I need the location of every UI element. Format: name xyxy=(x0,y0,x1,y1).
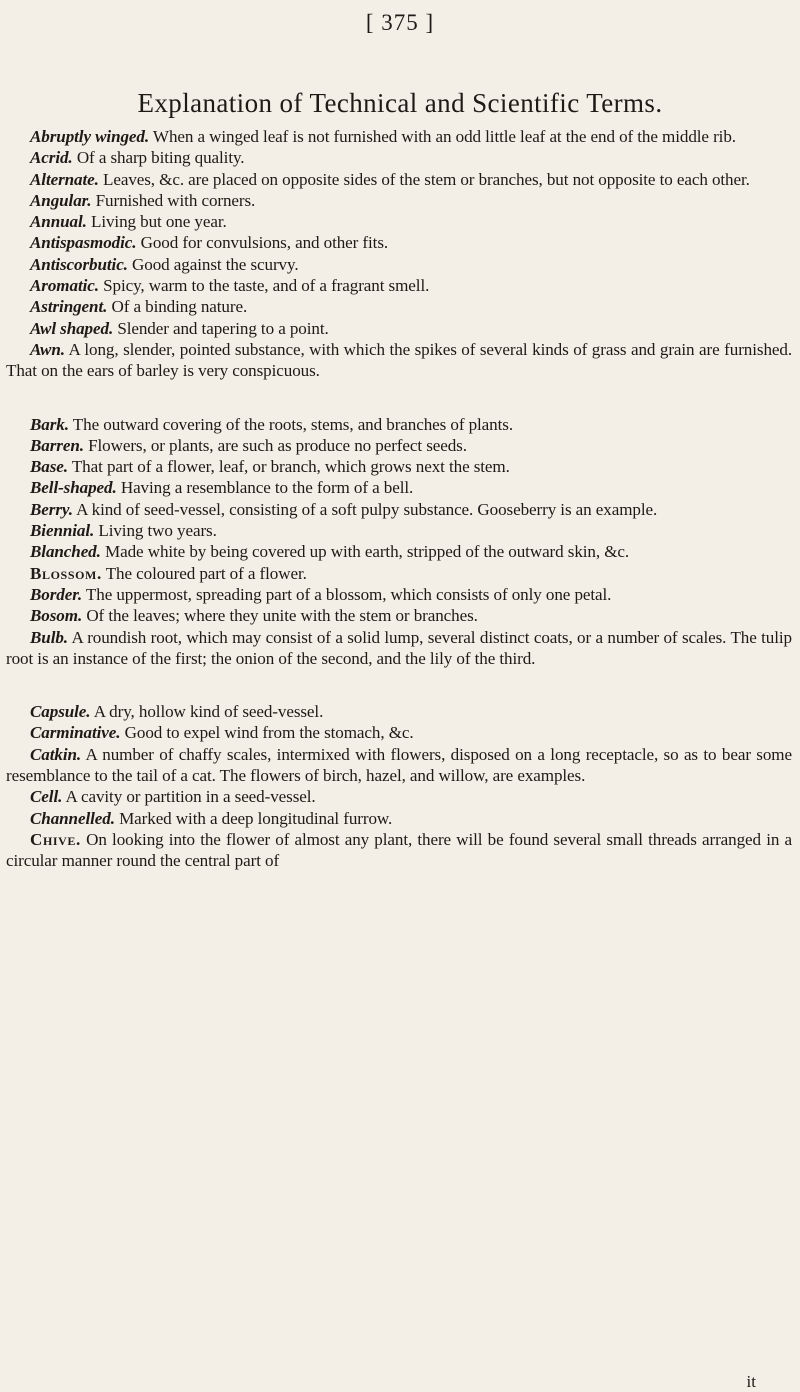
entry-definition: A cavity or partition in a seed-vessel. xyxy=(65,787,316,807)
entry-term: Bosom. xyxy=(30,606,83,626)
entry-term: Border. xyxy=(30,584,83,604)
entry-definition: Good for convulsions, and other fits. xyxy=(140,233,389,253)
entry-term: Annual. xyxy=(30,212,87,232)
glossary-entry xyxy=(0,318,800,339)
entry-term: Awl shaped. xyxy=(30,318,114,338)
entry-definition: A roundish root, which may consist of a solid lump, several distinct coats, or a number of scales. The tulip root is an instance of the first; the onion of the second, and the lily of the third. xyxy=(6,627,792,668)
glossary-entry xyxy=(0,584,800,605)
glossary-entry xyxy=(0,477,800,498)
entry-definition: Furnished with corners. xyxy=(95,190,256,210)
entry-definition: When a winged leaf is not furnished with an odd little leaf at the end of the middle rib. xyxy=(152,127,736,146)
entry-definition: Good to expel wind from the stomach, &c. xyxy=(124,723,414,743)
entry-term: Blanched. xyxy=(30,542,101,562)
glossary-entry xyxy=(0,232,800,253)
glossary-entry xyxy=(0,414,800,435)
entry-definition: Leaves, &c. are placed on opposite sides of the stem or branches, but not opposite to each other. xyxy=(103,169,750,189)
glossary-entry xyxy=(0,147,800,168)
entry-term: Base. xyxy=(30,457,68,477)
glossary xyxy=(0,126,800,904)
entry-term: Abruptly winged. xyxy=(30,127,150,146)
glossary-entry xyxy=(0,211,800,232)
entry-definition: Spicy, warm to the taste, and of a fragrant smell. xyxy=(103,276,430,296)
glossary-entry xyxy=(0,499,800,520)
entry-definition: Made white by being covered up with earth, stripped of the outward skin, &c. xyxy=(105,542,630,562)
entry-definition: Flowers, or plants, are such as produce no perfect seeds. xyxy=(88,435,467,455)
entry-definition: Of a sharp biting quality. xyxy=(76,148,245,168)
glossary-entry xyxy=(0,126,800,147)
entry-definition: Good against the scurvy. xyxy=(132,254,299,274)
entry-definition: That part of a flower, leaf, or branch, which grows next the stem. xyxy=(71,457,510,477)
entry-term: Antiscorbutic. xyxy=(30,254,128,274)
entry-term: Catkin. xyxy=(30,744,82,764)
glossary-entry xyxy=(0,808,800,829)
entry-definition: A long, slender, pointed substance, with which the spikes of several kinds of grass and grain are furnished. That on the ears of barley is very conspicuous. xyxy=(6,339,792,381)
glossary-entry xyxy=(0,435,800,456)
glossary-entry xyxy=(0,520,800,541)
glossary-entry xyxy=(0,339,800,382)
entry-definition: A number of chaffy scales, intermixed with flowers, disposed on a long receptacle, so as to bear some resemblance to the tail of a cat. The flowers of birch, hazel, and willow, are examples. xyxy=(6,744,792,786)
entry-definition: Living but one year. xyxy=(90,212,227,232)
entry-term: Chive. xyxy=(30,829,81,849)
glossary-entry xyxy=(0,190,800,211)
entry-definition: The uppermost, spreading part of a blossom, which consists of only one petal. xyxy=(85,584,612,604)
glossary-entry xyxy=(0,744,800,787)
glossary-entry xyxy=(0,296,800,317)
glossary-entry xyxy=(0,722,800,743)
glossary-group-c xyxy=(0,701,800,871)
glossary-entry xyxy=(0,169,800,190)
glossary-entry xyxy=(0,275,800,296)
entry-term: Acrid. xyxy=(30,148,73,168)
glossary-entry xyxy=(0,541,800,562)
entry-term: Bell-shaped. xyxy=(30,478,117,498)
entry-definition: Having a resemblance to the form of a bell. xyxy=(120,478,414,498)
entry-term: Bulb. xyxy=(30,627,68,647)
entry-term: Angular. xyxy=(30,190,92,210)
glossary-entry xyxy=(0,627,800,670)
glossary-entry xyxy=(0,605,800,626)
entry-term: Barren. xyxy=(30,435,84,455)
page-title: Explanation of Technical and Scientific Terms. xyxy=(137,88,663,118)
glossary-entry xyxy=(0,563,800,584)
catchword: it xyxy=(746,1372,756,1391)
entry-definition: The outward covering of the roots, stems, and branches of plants. xyxy=(72,414,513,434)
glossary-entry xyxy=(0,829,800,872)
entry-term: Blossom. xyxy=(30,563,102,583)
glossary-group-b xyxy=(0,414,800,670)
entry-term: Aromatic. xyxy=(30,276,99,296)
entry-term: Antispasmodic. xyxy=(30,233,137,253)
entry-definition: Of a binding nature. xyxy=(111,297,248,317)
entry-term: Channelled. xyxy=(30,808,115,828)
entry-term: Capsule. xyxy=(30,702,91,722)
entry-term: Carminative. xyxy=(30,723,121,743)
entry-definition: Slender and tapering to a point. xyxy=(117,318,329,338)
glossary-entry xyxy=(0,456,800,477)
entry-term: Biennial. xyxy=(30,521,95,541)
entry-term: Alternate. xyxy=(30,169,99,189)
entry-definition: The coloured part of a flower. xyxy=(105,563,307,583)
entry-term: Bark. xyxy=(30,414,69,434)
glossary-entry xyxy=(0,701,800,722)
entry-term: Cell. xyxy=(30,787,63,807)
entry-term: Berry. xyxy=(30,499,73,519)
glossary-entry xyxy=(0,786,800,807)
glossary-entry xyxy=(0,254,800,275)
entry-term: Awn. xyxy=(30,339,65,359)
entry-term: Astringent. xyxy=(30,297,108,317)
entry-definition: Marked with a deep longitudinal furrow. xyxy=(119,808,393,828)
entry-definition: A kind of seed-vessel, consisting of a soft pulpy substance. Gooseberry is an example. xyxy=(76,499,658,519)
entry-definition: Of the leaves; where they unite with the stem or branches. xyxy=(86,606,478,626)
glossary-group-a xyxy=(0,126,800,382)
entry-definition: A dry, hollow kind of seed-vessel. xyxy=(93,702,324,722)
entry-definition: On looking into the flower of almost any plant, there will be found several small threads arranged in a circular manner round the central part of xyxy=(6,829,792,871)
entry-definition: Living two years. xyxy=(98,521,217,541)
page-number: [ 375 ] xyxy=(365,10,435,35)
